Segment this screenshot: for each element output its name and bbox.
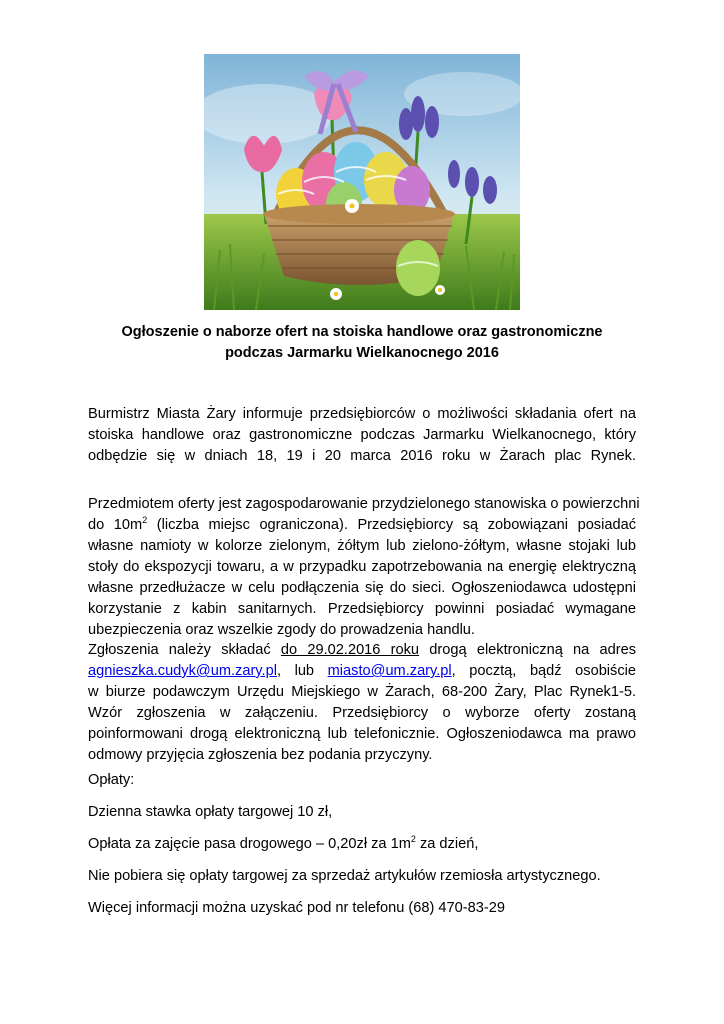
offer-line: Przedmiotem oferty jest zagospodarowanie przydzielonego stanowiska o powierzchni: [88, 496, 640, 512]
fee-daily: Dzienna stawka opłaty targowej 10 zł,: [88, 804, 333, 820]
title-line-2: podczas Jarmarku Wielkanocnego 2016: [225, 345, 499, 361]
submission-line: odmowy przyjęcia zgłoszenia bez podania przyczyny.: [88, 747, 433, 763]
offer-line: własne namioty w kolorze zielonym, żółtym lub zielono-żółtym, własne stojaki lub: [88, 538, 636, 554]
fee-road-text: Opłata za zajęcie pasa drogowego – 0,20zł za 1m: [88, 836, 411, 852]
fee-road-text: za dzień,: [415, 836, 479, 852]
contact-info: Więcej informacji można uzyskać pod nr telefonu (68) 470-83-29: [88, 900, 505, 916]
intro-line: stoiska handlowe oraz gastronomiczne podczas Jarmarku Wielkanocnego, który: [88, 427, 636, 443]
offer-line: ubezpieczenia oraz wszelkie zgody do prowadzenia handlu.: [88, 622, 475, 638]
submission-text: , pocztą, bądź osobiście: [451, 663, 637, 679]
announcement-title: [88, 322, 636, 364]
offer-line: [88, 515, 636, 536]
offer-line: własne przedłużacze w celu podłączenia się do sieci. Ogłoszeniodawca udostępni: [88, 580, 636, 596]
offer-line: stoły do ekspozycji towaru, a w przypadku zapotrzebowania na energię elektryczną: [88, 559, 636, 575]
email-link-miasto[interactable]: miasto@um.zary.pl: [327, 663, 452, 679]
deadline-date: do 29.02.2016 roku: [280, 642, 420, 658]
fees-heading: Opłaty:: [88, 772, 135, 788]
email-link-agnieszka[interactable]: agnieszka.cudyk@um.zary.pl: [88, 663, 277, 679]
submission-text: Zgłoszenia należy składać: [88, 642, 281, 658]
offer-line: korzystanie z kabin sanitarnych. Przedsiębiorcy powinni posiadać wymagane: [88, 601, 636, 617]
submission-line: poinformowani drogą elektroniczną lub telefonicznie. Ogłoszeniodawca ma prawo: [88, 726, 636, 742]
submission-line: [88, 640, 636, 661]
offer-paragraph: [88, 494, 640, 641]
submission-paragraph: [88, 640, 636, 766]
intro-line: odbędzie się w dniach 18, 19 i 20 marca 2016 roku w Żarach plac Rynek.: [88, 448, 636, 464]
offer-area: do 10m: [88, 517, 143, 533]
title-line-1: Ogłoszenie o naborze ofert na stoiska handlowe oraz gastronomiczne: [121, 324, 603, 340]
offer-line-text: (liczba miejsc ograniczona). Przedsiębiorcy są zobowiązani posiadać: [147, 517, 636, 533]
easter-basket-image: [204, 54, 520, 310]
superscript: 2: [142, 515, 148, 525]
fee-road: [88, 834, 636, 855]
superscript: 2: [410, 834, 416, 844]
submission-line: Wzór zgłoszenia w załączeniu. Przedsiębiorcy o wyborze oferty zostaną: [88, 705, 636, 721]
intro-line: Burmistrz Miasta Żary informuje przedsiębiorców o możliwości składania ofert na: [88, 406, 636, 422]
submission-line: [88, 661, 636, 682]
fee-crafts: Nie pobiera się opłaty targowej za sprzedaż artykułów rzemiosła artystycznego.: [88, 868, 601, 884]
submission-text: drogą elektroniczną na adres: [419, 642, 636, 658]
submission-text: , lub: [276, 663, 328, 679]
submission-line: w biurze podawczym Urzędu Miejskiego w Żarach, 68-200 Żary, Plac Rynek1-5.: [88, 684, 636, 700]
intro-paragraph: [88, 404, 636, 467]
